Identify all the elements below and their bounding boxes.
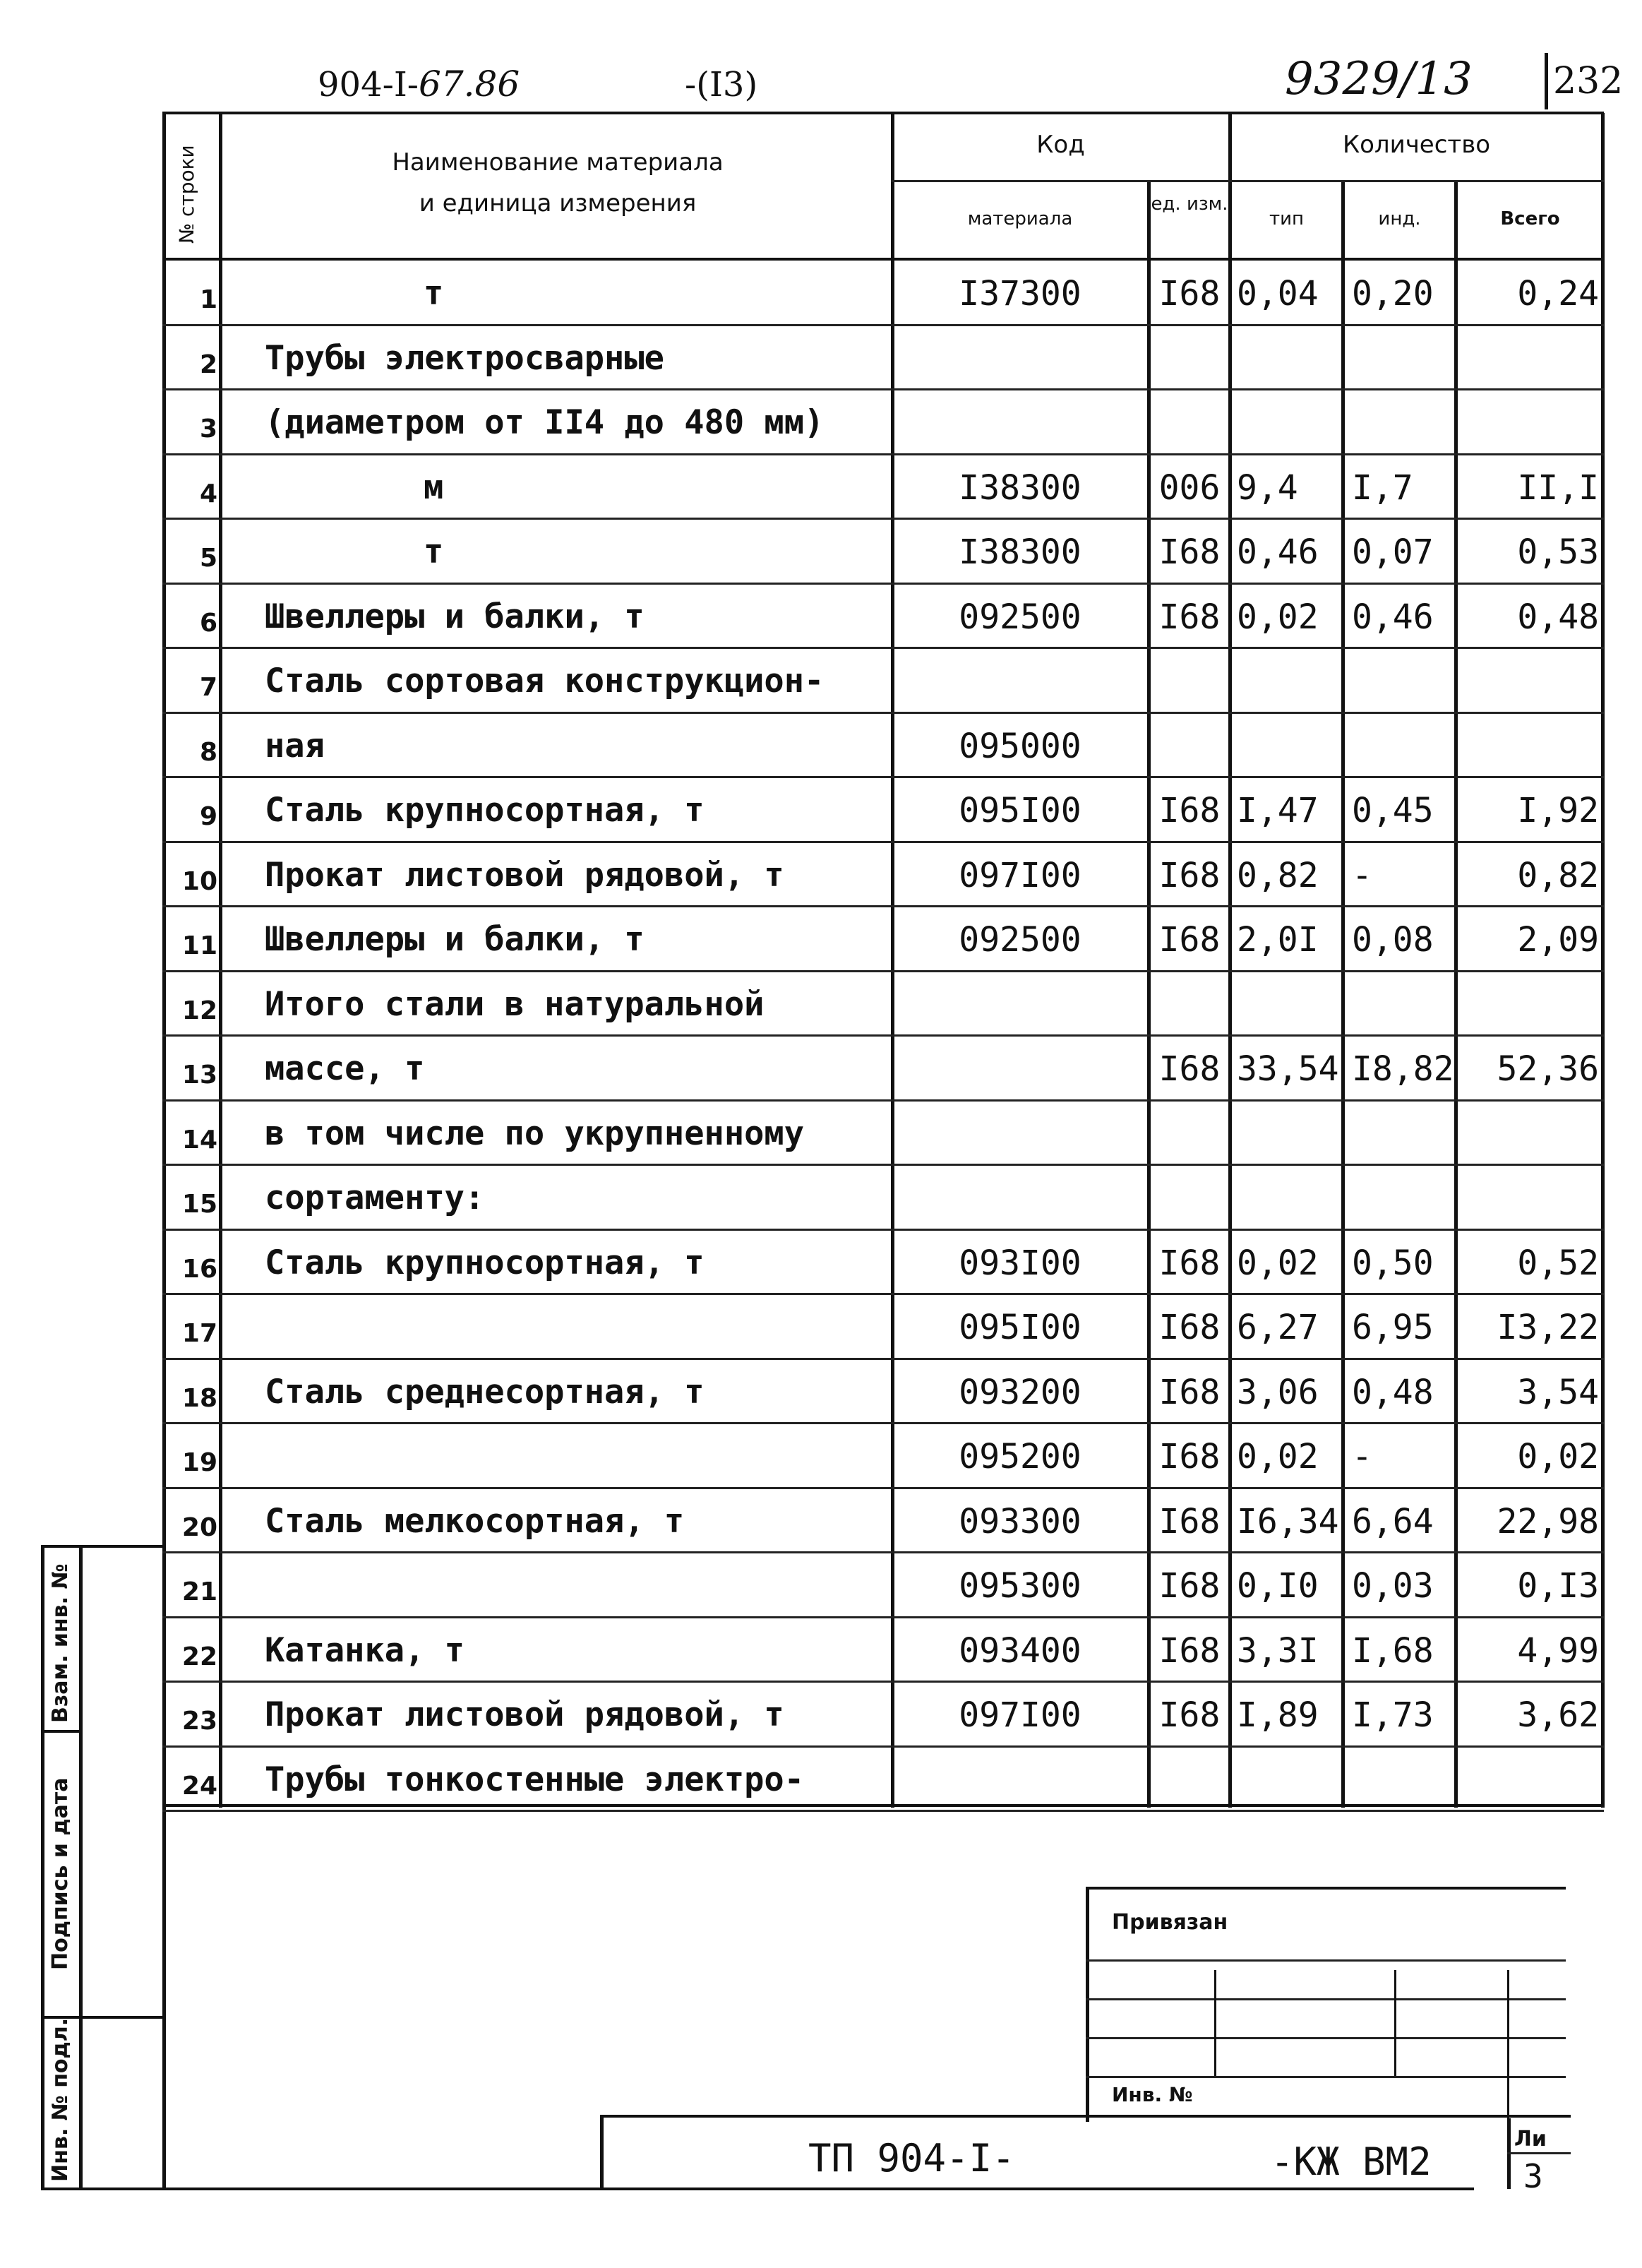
material-code: 093I00 <box>959 1243 1081 1283</box>
material-code: 097I00 <box>959 856 1081 895</box>
unit-code: I68 <box>1158 1049 1221 1089</box>
qty-group-header: Количество <box>1342 131 1491 159</box>
material-code: 095200 <box>959 1437 1081 1476</box>
qty-typ: 0,82 <box>1237 856 1319 895</box>
row-divider <box>162 1487 1604 1489</box>
qty-ind: - <box>1352 1437 1372 1476</box>
material-name: Швеллеры и балки, т <box>265 920 645 959</box>
stamp-line3 <box>1086 2037 1566 2039</box>
name-header-line1: Наименование материала <box>392 148 724 177</box>
row-number: 12 <box>181 996 217 1025</box>
qty-typ: 33,54 <box>1237 1049 1339 1089</box>
row-divider <box>162 776 1604 778</box>
header-bottom-line <box>162 258 1604 261</box>
qty-typ: 0,04 <box>1237 274 1319 314</box>
rownum-header <box>175 145 274 267</box>
unit-code: I68 <box>1158 856 1221 895</box>
stamp-inner-v3 <box>1507 1970 1509 2118</box>
qty-ind: 0,08 <box>1352 920 1434 960</box>
qty-total: 0,53 <box>1517 532 1599 572</box>
title-block-code: ТП 904-I- <box>808 2136 1015 2180</box>
row-number: 9 <box>199 802 217 831</box>
row-number: 6 <box>199 609 217 638</box>
qty-total: 0,48 <box>1517 597 1599 637</box>
row-number: 17 <box>181 1319 217 1348</box>
row-divider <box>162 388 1604 390</box>
material-name: (диаметром от II4 до 480 мм) <box>265 403 825 442</box>
material-code: 093400 <box>959 1631 1081 1671</box>
row-divider <box>162 1358 1604 1360</box>
unit-code: I68 <box>1158 1631 1221 1671</box>
side-stamp-inner-border <box>79 1546 83 2189</box>
qty-ind: 6,64 <box>1352 1502 1434 1541</box>
row-number: 2 <box>199 350 217 379</box>
rownum-col-border <box>219 113 222 1808</box>
stamp-line4 <box>1086 2076 1566 2078</box>
qty-ind: 0,45 <box>1352 791 1434 830</box>
row-divider <box>162 712 1604 714</box>
unit-code: I68 <box>1158 1566 1221 1606</box>
qty-total-header: Всего <box>1500 208 1560 229</box>
sheet-cell-divider <box>1507 2152 1571 2154</box>
table-top-border <box>162 112 1604 114</box>
stamp-left-border <box>1086 1889 1089 2122</box>
qty-typ: 3,06 <box>1237 1373 1319 1412</box>
row-number: 1 <box>199 285 217 314</box>
sheet-label: Ли <box>1514 2127 1547 2151</box>
unit-code: I68 <box>1158 597 1221 637</box>
material-code: 095I00 <box>959 791 1081 830</box>
qty-ind: 0,50 <box>1352 1243 1434 1283</box>
row-number: 10 <box>181 867 217 896</box>
material-name: Сталь среднесортная, т <box>265 1373 705 1411</box>
qty-ind: I,73 <box>1352 1695 1434 1735</box>
qty-ind: 0,03 <box>1352 1566 1434 1606</box>
qty-total: 22,98 <box>1497 1502 1599 1541</box>
qty-total: II,I <box>1517 468 1599 508</box>
stamp-privyazan: Привязан <box>1112 1910 1228 1935</box>
unit-code: I68 <box>1158 920 1221 960</box>
title-block-top <box>600 2115 1571 2118</box>
qty-ind: 6,95 <box>1352 1308 1434 1347</box>
handwritten-number: 9329/13 <box>1285 53 1473 105</box>
row-number: 3 <box>199 414 217 443</box>
row-divider <box>162 1616 1604 1618</box>
row-divider <box>162 1034 1604 1037</box>
qty-total: 4,99 <box>1517 1631 1599 1671</box>
row-divider <box>162 1681 1604 1683</box>
material-name: Трубы электросварные <box>265 339 664 378</box>
row-number: 8 <box>199 738 217 767</box>
stamp-inv-no: Инв. № <box>1112 2083 1193 2106</box>
material-code: I38300 <box>959 532 1081 572</box>
material-name: Сталь крупносортная, т <box>265 1243 705 1282</box>
material-code: 095000 <box>959 727 1081 766</box>
unit-code: I68 <box>1158 532 1221 572</box>
row-divider <box>162 970 1604 972</box>
side-label-vzam: Взам. инв. № <box>48 1563 73 1723</box>
row-number: 20 <box>181 1513 217 1542</box>
material-name: Катанка, т <box>265 1631 465 1670</box>
material-code: 092500 <box>959 597 1081 637</box>
material-code: 093200 <box>959 1373 1081 1412</box>
material-name: т <box>424 532 444 571</box>
qty-total: 0,24 <box>1517 274 1599 314</box>
material-name: в том числе по укрупненному <box>265 1114 805 1153</box>
material-name: Прокат листовой рядовой, т <box>265 1695 784 1734</box>
qty-ind: I,7 <box>1352 468 1413 508</box>
row-number: 4 <box>199 479 217 508</box>
code-group-header: Код <box>1036 131 1085 159</box>
material-name: Сталь мелкосортная, т <box>265 1502 685 1541</box>
stamp-line2 <box>1086 1998 1566 2000</box>
material-name: т <box>424 274 444 313</box>
row-divider <box>162 1422 1604 1424</box>
material-name: сортаменту: <box>265 1178 485 1217</box>
unit-code: I68 <box>1158 274 1221 314</box>
qty-total: 3,54 <box>1517 1373 1599 1412</box>
qty-typ: I6,34 <box>1237 1502 1339 1541</box>
title-block-left <box>600 2115 604 2189</box>
qty-total: 3,62 <box>1517 1695 1599 1735</box>
sheet-mark: -(I3) <box>685 65 758 105</box>
material-name: Сталь сортовая конструкцион- <box>265 662 825 700</box>
subheader-line <box>891 180 1604 182</box>
row-number: 16 <box>181 1255 217 1284</box>
qty-typ: 2,0I <box>1237 920 1319 960</box>
row-divider <box>162 1293 1604 1295</box>
material-code: I38300 <box>959 468 1081 508</box>
stamp-top-border <box>1086 1887 1566 1890</box>
row-number: 21 <box>181 1577 217 1606</box>
qty-typ: 6,27 <box>1237 1308 1319 1347</box>
qty-total: 0,52 <box>1517 1243 1599 1283</box>
material-name: Швеллеры и балки, т <box>265 597 645 636</box>
unit-code: I68 <box>1158 791 1221 830</box>
title-block-mark: -КЖ ВМ2 <box>1271 2139 1432 2184</box>
row-number: 7 <box>199 673 217 702</box>
qty-ind: 0,07 <box>1352 532 1434 572</box>
side-label-inv-podl: Инв. № подл. <box>48 2017 73 2182</box>
page-number-divider <box>1545 53 1548 109</box>
material-code: 095I00 <box>959 1308 1081 1347</box>
qty-total: 52,36 <box>1497 1049 1599 1089</box>
material-code: 093300 <box>959 1502 1081 1541</box>
row-divider <box>162 324 1604 326</box>
doc-code <box>318 64 520 105</box>
row-divider <box>162 1164 1604 1166</box>
qty-typ: 0,46 <box>1237 532 1319 572</box>
qty-ind: 0,20 <box>1352 274 1434 314</box>
page-number: 232 <box>1553 60 1624 102</box>
qty-typ: 0,02 <box>1237 1437 1319 1476</box>
qty-total: 2,09 <box>1517 920 1599 960</box>
material-name: ная <box>265 727 325 765</box>
row-number: 23 <box>181 1707 217 1736</box>
table-bottom-line <box>162 1804 1604 1807</box>
rownum-header-text: № строки <box>175 145 198 244</box>
qty-typ: I,47 <box>1237 791 1319 830</box>
material-name: м <box>424 468 444 507</box>
row-number: 18 <box>181 1384 217 1413</box>
material-code: 097I00 <box>959 1695 1081 1735</box>
qty-total: I,92 <box>1517 791 1599 830</box>
material-name: Трубы тонкостенные электро- <box>265 1760 805 1799</box>
material-name: Сталь крупносортная, т <box>265 791 705 830</box>
qty-ind: 0,46 <box>1352 597 1434 637</box>
material-code: 092500 <box>959 920 1081 960</box>
row-divider <box>162 1229 1604 1231</box>
row-number: 14 <box>181 1126 217 1154</box>
qty-typ: 0,I0 <box>1237 1566 1319 1606</box>
sheet-number: 3 <box>1523 2157 1543 2195</box>
side-stamp-top <box>41 1545 164 1548</box>
qty-ind-header: инд. <box>1378 208 1421 229</box>
qty-typ: I,89 <box>1237 1695 1319 1735</box>
qty-typ: 0,02 <box>1237 597 1319 637</box>
row-number: 15 <box>181 1190 217 1219</box>
unit-code: I68 <box>1158 1308 1221 1347</box>
row-divider <box>162 1745 1604 1748</box>
material-name: массе, т <box>265 1049 425 1088</box>
row-divider <box>162 841 1604 843</box>
row-divider <box>162 905 1604 907</box>
qty-ind: - <box>1352 856 1372 895</box>
row-number: 13 <box>181 1061 217 1090</box>
row-divider <box>162 1810 1604 1812</box>
row-number: 19 <box>181 1448 217 1477</box>
stamp-line1 <box>1086 1959 1566 1962</box>
typ-col-border <box>1341 180 1345 1808</box>
ind-col-border <box>1454 180 1458 1808</box>
row-number: 24 <box>181 1772 217 1801</box>
doc-code-handwritten: 67.86 <box>419 64 520 105</box>
material-name: Итого стали в натуральной <box>265 985 765 1024</box>
unit-code: I68 <box>1158 1243 1221 1283</box>
row-divider <box>162 647 1604 649</box>
side-stamp-outer-border <box>41 1546 44 2189</box>
unit-col-border <box>1228 113 1232 1808</box>
stamp-inner-v2 <box>1394 1970 1396 2076</box>
row-divider <box>162 518 1604 520</box>
row-divider <box>162 583 1604 585</box>
qty-typ: 9,4 <box>1237 468 1298 508</box>
qty-total: 0,02 <box>1517 1437 1599 1476</box>
qty-ind: 0,48 <box>1352 1373 1434 1412</box>
qty-ind: I,68 <box>1352 1631 1434 1671</box>
qty-total: 0,I3 <box>1517 1566 1599 1606</box>
code-col-border <box>1147 180 1151 1808</box>
unit-code: I68 <box>1158 1502 1221 1541</box>
table-right-border <box>1601 113 1605 1808</box>
row-divider <box>162 1551 1604 1553</box>
row-number: 22 <box>181 1642 217 1671</box>
code-material-header: материала <box>967 208 1073 229</box>
doc-code-printed: 904-I- <box>318 65 419 105</box>
qty-typ-header: тип <box>1269 208 1305 229</box>
row-number: 11 <box>181 931 217 960</box>
unit-code: I68 <box>1158 1373 1221 1412</box>
page-bottom-line <box>41 2188 1474 2190</box>
material-code: 095300 <box>959 1566 1081 1606</box>
row-divider <box>162 453 1604 455</box>
qty-total: I3,22 <box>1497 1308 1599 1347</box>
row-number: 5 <box>199 544 217 573</box>
side-label-podpis: Подпись и дата <box>48 1777 73 1970</box>
material-name: Прокат листовой рядовой, т <box>265 856 784 895</box>
stamp-inner-v1 <box>1214 1970 1216 2076</box>
name-header-line2: и единица измерения <box>419 189 697 217</box>
row-divider <box>162 1099 1604 1102</box>
qty-typ: 3,3I <box>1237 1631 1319 1671</box>
side-stamp-div1 <box>41 1730 82 1733</box>
unit-code: I68 <box>1158 1437 1221 1476</box>
unit-code: 006 <box>1158 468 1221 508</box>
material-code: I37300 <box>959 274 1081 314</box>
qty-ind: I8,82 <box>1352 1049 1454 1089</box>
qty-typ: 0,02 <box>1237 1243 1319 1283</box>
code-unit-header: ед. изм. <box>1151 193 1228 215</box>
qty-total: 0,82 <box>1517 856 1599 895</box>
unit-code: I68 <box>1158 1695 1221 1735</box>
